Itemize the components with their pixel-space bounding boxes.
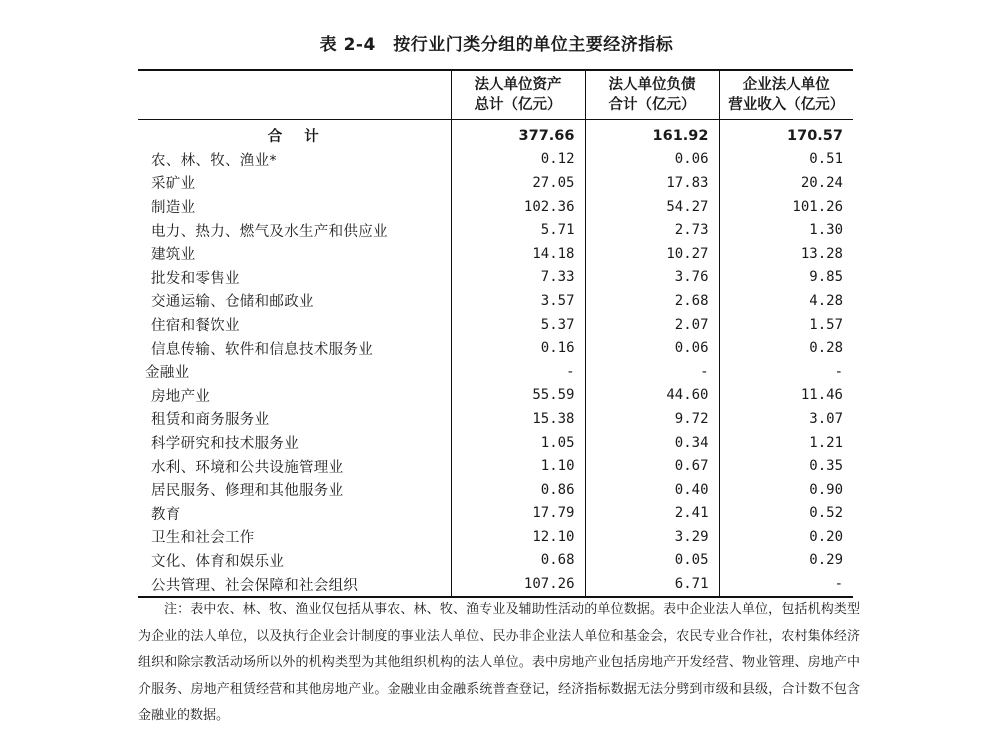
liabilities-value: 2.41 [585, 502, 719, 526]
assets-value: 5.37 [451, 313, 585, 337]
assets-value: 1.10 [451, 454, 585, 478]
revenue-value: 1.57 [719, 313, 853, 337]
liabilities-value: 0.05 [585, 549, 719, 573]
header-industry [138, 70, 451, 120]
liabilities-value: 3.76 [585, 266, 719, 290]
revenue-value: 0.52 [719, 502, 853, 526]
industry-name: 批发和零售业 [151, 270, 240, 287]
industry-name: 居民服务、修理和其他服务业 [151, 483, 344, 500]
table-row [138, 242, 853, 266]
revenue-value: 1.21 [719, 431, 853, 455]
table-row [138, 572, 853, 597]
assets-value: 12.10 [451, 525, 585, 549]
table-row [138, 218, 853, 242]
revenue-value: 11.46 [719, 384, 853, 408]
total-revenue-value: 170.57 [719, 120, 853, 148]
industry-name: 住宿和餐饮业 [151, 318, 240, 335]
industry-name: 公共管理、社会保障和社会组织 [138, 572, 451, 597]
total-label: 合计 [267, 129, 341, 146]
table-row [138, 195, 853, 219]
industry-name: 信息传输、软件和信息技术服务业 [151, 341, 373, 358]
assets-value: 102.36 [451, 195, 585, 219]
industry-name: 文化、体育和娱乐业 [151, 553, 285, 570]
revenue-value: 1.30 [719, 218, 853, 242]
table-row [138, 549, 853, 573]
liabilities-value: 17.83 [585, 171, 719, 195]
table-row [138, 384, 853, 408]
assets-value: 55.59 [451, 384, 585, 408]
industry-name: 电力、热力、燃气及水生产和供应业 [151, 223, 388, 240]
table-footnote: 注：表中农、林、牧、渔业仅包括从事农、林、牧、渔专业及辅助性活动的单位数据。表中企业法人单位，包括机构类型为企业的法人单位，以及执行企业会计制度的事业法人单位、民办非企业法人单位和基金会，农民专业合作社，农村集体经济组织和除宗教活动场所以外的机构类型为其他组织机构的法人单位。表中房地产业包括房地产开发经营、物业管理、房地产中介服务、房地产租赁经营和其他房地产业。金融业由金融系统普查登记，经济指标数据无法分劈到市级和县级，合计数不包含金融业的数据。 [138, 602, 860, 723]
industry-name: 建筑业 [151, 247, 196, 264]
liabilities-value: 2.07 [585, 313, 719, 337]
header-total-assets [451, 70, 585, 120]
header-line: 合计（亿元） [608, 97, 696, 113]
industry-name: 教育 [151, 506, 181, 523]
table-row [138, 502, 853, 526]
liabilities-value: 9.72 [585, 407, 719, 431]
table-row [138, 313, 853, 337]
industry-name: 租赁和商务服务业 [151, 412, 270, 429]
revenue-value: 101.26 [719, 195, 853, 219]
table-row [138, 360, 853, 384]
industry-name: 房地产业 [151, 388, 211, 405]
table-body [138, 120, 853, 597]
assets-value: 0.12 [451, 148, 585, 172]
assets-value: 15.38 [451, 407, 585, 431]
assets-value: 1.05 [451, 431, 585, 455]
liabilities-value: 0.67 [585, 454, 719, 478]
liabilities-value: 6.71 [585, 572, 719, 597]
assets-value: 107.26 [451, 572, 585, 597]
liabilities-value: - [585, 360, 719, 384]
assets-value: 14.18 [451, 242, 585, 266]
header-line: 法人单位负债 [608, 77, 696, 93]
table-row [138, 336, 853, 360]
liabilities-value: 54.27 [585, 195, 719, 219]
header-line: 企业法人单位 [742, 77, 830, 93]
table-row [138, 525, 853, 549]
liabilities-value: 10.27 [585, 242, 719, 266]
assets-value: 0.86 [451, 478, 585, 502]
liabilities-value: 2.68 [585, 289, 719, 313]
liabilities-value: 44.60 [585, 384, 719, 408]
assets-value: 3.57 [451, 289, 585, 313]
assets-value: - [451, 360, 585, 384]
liabilities-value: 2.73 [585, 218, 719, 242]
revenue-value: 13.28 [719, 242, 853, 266]
table-row [138, 454, 853, 478]
revenue-value: 0.28 [719, 336, 853, 360]
table-row [138, 407, 853, 431]
industry-name: 采矿业 [151, 176, 196, 193]
revenue-value: - [719, 360, 853, 384]
revenue-value: 3.07 [719, 407, 853, 431]
table-header [138, 70, 853, 120]
header-line: 法人单位资产 [474, 77, 562, 93]
page-title: 表 2-4 按行业门类分组的单位主要经济指标 [319, 35, 674, 55]
table-row [138, 478, 853, 502]
revenue-value: 0.29 [719, 549, 853, 573]
industry-name: 制造业 [151, 200, 196, 217]
assets-value: 0.68 [451, 549, 585, 573]
assets-value: 27.05 [451, 171, 585, 195]
revenue-value: - [719, 572, 853, 597]
liabilities-value: 0.40 [585, 478, 719, 502]
header-line: 营业收入（亿元） [728, 97, 845, 113]
header-operating-revenue [719, 70, 853, 120]
table-row [138, 289, 853, 313]
indicator-table [138, 69, 853, 598]
revenue-value: 4.28 [719, 289, 853, 313]
liabilities-value: 3.29 [585, 525, 719, 549]
industry-name: 科学研究和技术服务业 [151, 436, 299, 453]
revenue-value: 0.51 [719, 148, 853, 172]
total-row [138, 120, 853, 148]
industry-name: 金融业 [145, 365, 190, 382]
header-line: 总计（亿元） [474, 97, 562, 113]
revenue-value: 20.24 [719, 171, 853, 195]
industry-name: 卫生和社会工作 [151, 530, 255, 547]
table-row [138, 431, 853, 455]
liabilities-value: 0.34 [585, 431, 719, 455]
table-row [138, 266, 853, 290]
industry-name: 水利、环境和公共设施管理业 [151, 459, 344, 476]
revenue-value: 0.35 [719, 454, 853, 478]
liabilities-value: 0.06 [585, 148, 719, 172]
assets-value: 5.71 [451, 218, 585, 242]
assets-value: 17.79 [451, 502, 585, 526]
total-assets-value: 377.66 [451, 120, 585, 148]
header-total-liabilities [585, 70, 719, 120]
revenue-value: 0.20 [719, 525, 853, 549]
table-row [138, 148, 853, 172]
industry-name: 交通运输、仓储和邮政业 [151, 294, 314, 311]
industry-name: 农、林、牧、渔业* [151, 152, 277, 169]
assets-value: 0.16 [451, 336, 585, 360]
revenue-value: 0.90 [719, 478, 853, 502]
revenue-value: 9.85 [719, 266, 853, 290]
table-row [138, 171, 853, 195]
assets-value: 7.33 [451, 266, 585, 290]
total-liabilities-value: 161.92 [585, 120, 719, 148]
liabilities-value: 0.06 [585, 336, 719, 360]
